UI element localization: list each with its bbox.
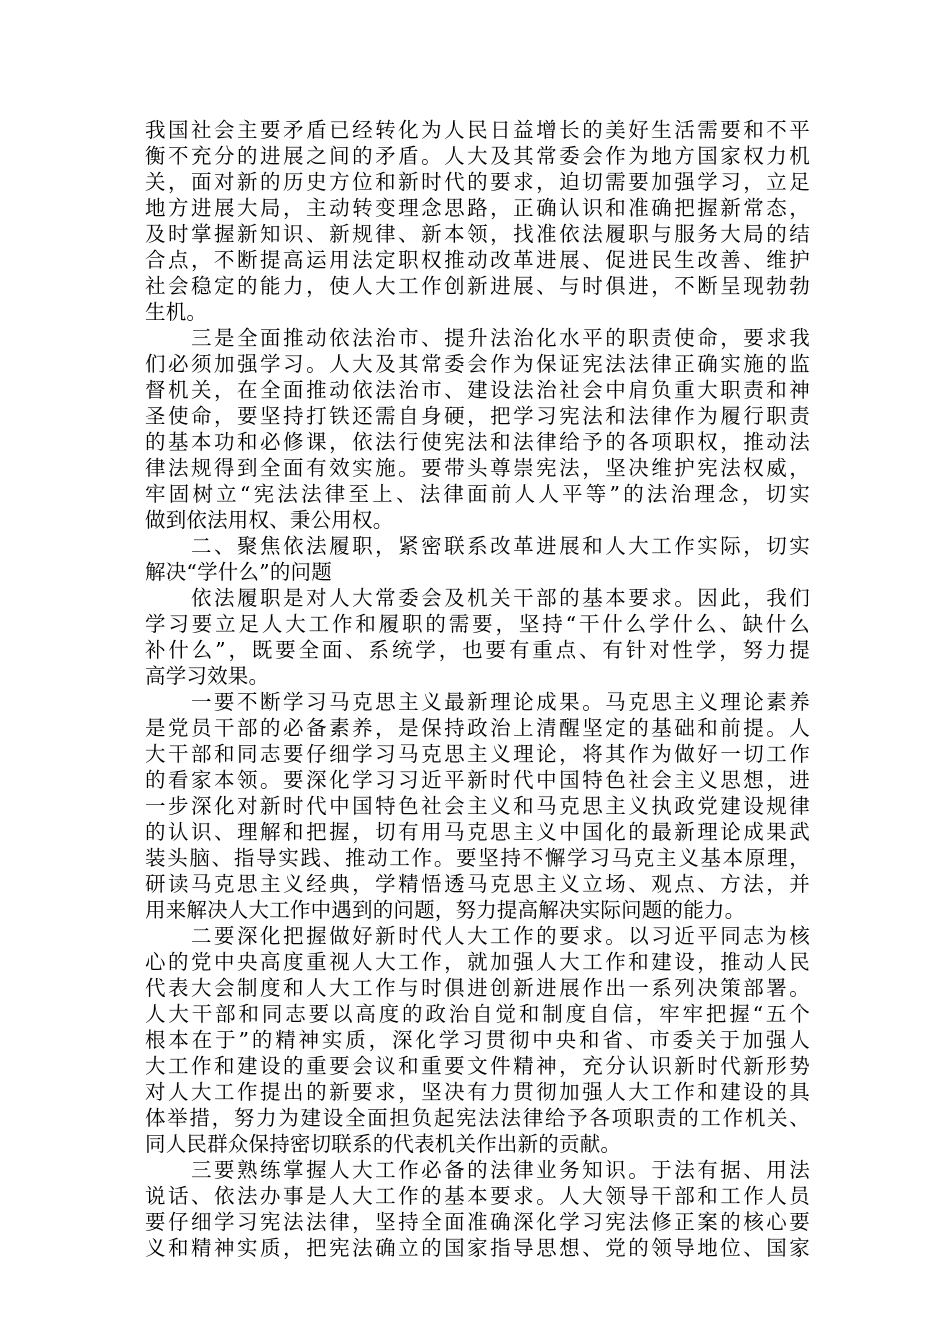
text-line: 律法规得到全面有效实施。要带头尊崇宪法，坚决维护宪法权威，: [145, 456, 810, 480]
text-line: 高学习效果。: [145, 664, 270, 688]
text-line: 是党员干部的必备素养，是保持政治上清醒坚定的基础和前提。人: [145, 716, 810, 740]
text-line: 及时掌握新知识、新规律、新本领，找准依法履职与服务大局的结: [145, 222, 810, 246]
text-line: 研读马克思主义经典，学精悟透马克思主义立场、观点、方法，并: [145, 872, 810, 896]
text-line: 二要深化把握做好新时代人大工作的要求。以习近平同志为核: [145, 924, 810, 948]
text-line: 义和精神实质，把宪法确立的国家指导思想、党的领导地位、国家: [145, 1236, 810, 1260]
text-line: 根本在于”的精神实质，深化学习贯彻中央和省、市委关于加强人: [145, 1028, 810, 1052]
text-line: 用来解决人大工作中遇到的问题，努力提高解决实际问题的能力。: [145, 898, 746, 922]
text-line: 牢固树立“宪法法律至上、法律面前人人平等”的法治理念，切实: [145, 482, 810, 506]
text-line: 做到依法用权、秉公用权。: [145, 508, 394, 532]
text-line: 关，面对新的历史方位和新时代的要求，迫切需要加强学习，立足: [145, 170, 810, 194]
text-line: 同人民群众保持密切联系的代表机关作出新的贡献。: [145, 1132, 622, 1156]
text-line: 督机关，在全面推动依法治市、建设法治社会中肩负重大职责和神: [145, 378, 810, 402]
text-line: 衡不充分的进展之间的矛盾。人大及其常委会作为地方国家权力机: [145, 144, 810, 168]
text-line: 三是全面推动依法治市、提升法治化水平的职责使命，要求我: [145, 326, 810, 350]
text-line: 大工作和建设的重要会议和重要文件精神，充分认识新时代新形势: [145, 1054, 810, 1078]
text-line: 合点，不断提高运用法定职权推动改革进展、促进民生改善、维护: [145, 248, 810, 272]
text-line: 人大干部和同志要以高度的政治自觉和制度自信，牢牢把握“五个: [145, 1002, 810, 1026]
text-line: 的认识、理解和把握，切有用马克思主义中国化的最新理论成果武: [145, 820, 810, 844]
text-line: 学习要立足人大工作和履职的需要，坚持“干什么学什么、缺什么: [145, 612, 810, 636]
text-line: 的看家本领。要深化学习习近平新时代中国特色社会主义思想，进: [145, 768, 810, 792]
text-line: 的基本功和必修课，依法行使宪法和法律给予的各项职权，推动法: [145, 430, 810, 454]
text-line: 圣使命，要坚持打铁还需自身硬，把学习宪法和法律作为履行职责: [145, 404, 810, 428]
text-line: 大干部和同志要仔细学习马克思主义理论，将其作为做好一切工作: [145, 742, 810, 766]
text-line: 心的党中央高度重视人大工作，就加强人大工作和建设，推动人民: [145, 950, 810, 974]
text-line: 二、聚焦依法履职，紧密联系改革进展和人大工作实际，切实: [145, 534, 810, 558]
text-line: 我国社会主要矛盾已经转化为人民日益增长的美好生活需要和不平: [145, 118, 810, 142]
text-line: 一步深化对新时代中国特色社会主义和马克思主义执政党建设规律: [145, 794, 810, 818]
text-line: 装头脑、指导实践、推动工作。要坚持不懈学习马克主义基本原理，: [145, 846, 810, 870]
text-line: 一要不断学习马克思主义最新理论成果。马克思主义理论素养: [145, 690, 810, 714]
text-line: 代表大会制度和人大工作与时俱进创新进展作出一系列决策部署。: [145, 976, 810, 1000]
text-line: 体举措，努力为建设全面担负起宪法法律给予各项职责的工作机关、: [145, 1106, 810, 1130]
text-line: 依法履职是对人大常委会及机关干部的基本要求。因此，我们: [145, 586, 810, 610]
text-line: 地方进展大局，主动转变理念思路，正确认识和准确把握新常态，: [145, 196, 810, 220]
text-line: 三要熟练掌握人大工作必备的法律业务知识。于法有据、用法: [145, 1158, 810, 1182]
body-text: [145, 117, 810, 1261]
text-line: 要仔细学习宪法法律，坚持全面准确深化学习宪法修正案的核心要: [145, 1210, 810, 1234]
text-line: 对人大工作提出的新要求，坚决有力贯彻加强人大工作和建设的具: [145, 1080, 810, 1104]
text-line: 说话、依法办事是人大工作的基本要求。人大领导干部和工作人员: [145, 1184, 810, 1208]
text-line: 补什么”，既要全面、系统学，也要有重点、有针对性学，努力提: [145, 638, 810, 662]
text-line: 解决“学什么”的问题: [145, 560, 332, 584]
text-line: 们必须加强学习。人大及其常委会作为保证宪法法律正确实施的监: [145, 352, 810, 376]
text-line: 生机。: [145, 300, 208, 324]
text-line: 社会稳定的能力，使人大工作创新进展、与时俱进，不断呈现勃勃: [145, 274, 810, 298]
